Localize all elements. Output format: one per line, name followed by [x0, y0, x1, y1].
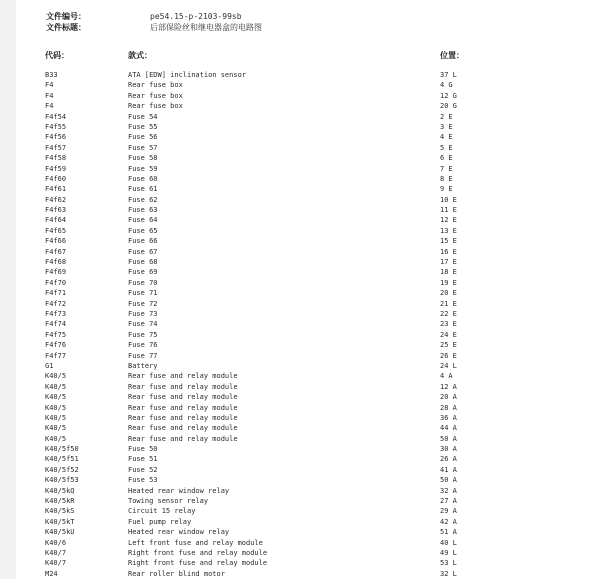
component-code: G1	[45, 361, 54, 370]
component-code: F4f77	[45, 351, 67, 360]
component-location: 20 A	[440, 393, 457, 402]
component-description: Fuel pump relay	[128, 517, 192, 526]
component-description: Fuse 68	[128, 258, 158, 267]
component-description: Fuse 61	[128, 185, 158, 194]
component-code: F4	[45, 81, 54, 90]
table-row	[16, 309, 600, 319]
table-row	[16, 164, 600, 174]
table-row	[16, 257, 600, 267]
column-header-description: 款式：	[128, 51, 152, 60]
component-description: Fuse 60	[128, 174, 158, 183]
table-row	[16, 153, 600, 163]
component-description: Fuse 52	[128, 465, 158, 474]
table-row	[16, 205, 600, 215]
table-row	[16, 330, 600, 340]
component-code: F4	[45, 102, 54, 111]
component-code: F4f58	[45, 154, 67, 163]
component-location: 40 L	[440, 538, 457, 547]
table-row	[16, 569, 600, 579]
component-location: 32 L	[440, 569, 457, 578]
component-description: Fuse 67	[128, 247, 158, 256]
component-description: Fuse 63	[128, 206, 158, 215]
table-row	[16, 122, 600, 132]
doc-title-label: 文件标题：	[46, 23, 86, 32]
component-location: 4 G	[440, 81, 453, 90]
component-code: F4f56	[45, 133, 67, 142]
table-row	[16, 371, 600, 381]
component-code: F4f72	[45, 299, 67, 308]
component-code: F4f67	[45, 247, 67, 256]
component-location: 10 E	[440, 195, 457, 204]
component-description: Fuse 57	[128, 143, 158, 152]
table-row	[16, 91, 600, 101]
component-description: Rear fuse box	[128, 91, 183, 100]
component-location: 28 A	[440, 403, 457, 412]
component-description: Fuse 75	[128, 330, 158, 339]
component-location: 53 L	[440, 559, 457, 568]
component-code: K40/5	[45, 382, 67, 391]
component-description: Rear fuse and relay module	[128, 372, 238, 381]
component-code: F4f55	[45, 122, 67, 131]
component-code: F4f63	[45, 206, 67, 215]
component-location: 41 A	[440, 465, 457, 474]
component-code: F4f59	[45, 164, 67, 173]
component-code: K40/5kT	[45, 517, 75, 526]
component-code: K40/6	[45, 538, 67, 547]
table-row	[16, 496, 600, 506]
component-description: Fuse 76	[128, 341, 158, 350]
component-code: K40/5f52	[45, 465, 79, 474]
document-page	[16, 0, 600, 579]
table-row	[16, 288, 600, 298]
table-row	[16, 517, 600, 527]
component-description: Rear fuse box	[128, 81, 183, 90]
table-row	[16, 454, 600, 464]
component-description: Towing sensor relay	[128, 497, 209, 506]
table-row	[16, 267, 600, 277]
component-description: Fuse 74	[128, 320, 158, 329]
component-code: F4f61	[45, 185, 67, 194]
component-location: 50 A	[440, 476, 457, 485]
component-location: 29 A	[440, 507, 457, 516]
component-description: Right front fuse and relay module	[128, 548, 268, 557]
table-row	[16, 434, 600, 444]
table-row	[16, 465, 600, 475]
component-description: Fuse 73	[128, 309, 158, 318]
component-code: K40/5	[45, 434, 67, 443]
table-row	[16, 351, 600, 361]
table-row	[16, 299, 600, 309]
component-location: 2 E	[440, 112, 453, 121]
component-description: Circuit 15 relay	[128, 507, 196, 516]
component-location: 32 A	[440, 486, 457, 495]
component-code: F4f66	[45, 237, 67, 246]
component-description: ATA [EDW] inclination sensor	[128, 71, 247, 79]
table-row	[16, 112, 600, 122]
component-description: Right front fuse and relay module	[128, 559, 268, 568]
component-code: F4f57	[45, 143, 67, 152]
component-description: Fuse 71	[128, 289, 158, 298]
component-description: Rear fuse and relay module	[128, 434, 238, 443]
component-description: Fuse 62	[128, 195, 158, 204]
table-row	[16, 444, 600, 454]
component-location: 27 A	[440, 497, 457, 506]
component-description: Fuse 53	[128, 476, 158, 485]
column-header-location: 位置：	[440, 51, 464, 60]
table-row	[16, 80, 600, 90]
component-location: 21 E	[440, 299, 457, 308]
table-row	[16, 361, 600, 371]
component-code: F4	[45, 91, 54, 100]
component-location: 26 A	[440, 455, 457, 464]
component-location: 18 E	[440, 268, 457, 277]
component-location: 20 G	[440, 102, 457, 111]
component-location: 7 E	[440, 164, 453, 173]
component-code: K40/5	[45, 424, 67, 433]
component-code: F4f70	[45, 278, 67, 287]
component-location: 4 E	[440, 133, 453, 142]
component-description: Heated rear window relay	[128, 528, 230, 537]
table-row	[16, 548, 600, 558]
component-location: 6 E	[440, 154, 453, 163]
component-location: 9 E	[440, 185, 453, 194]
component-code: K40/5f50	[45, 445, 79, 454]
doc-title-value: 后部保险丝和继电器盒的电路图	[150, 23, 262, 32]
component-code: F4f60	[45, 174, 67, 183]
component-location: 26 E	[440, 351, 457, 360]
component-location: 5 E	[440, 143, 453, 152]
table-row	[16, 195, 600, 205]
component-code: F4f71	[45, 289, 67, 298]
component-code: F4f76	[45, 341, 67, 350]
component-code: F4f69	[45, 268, 67, 277]
component-code: F4f68	[45, 258, 67, 267]
doc-number-value: pe54.15-p-2103-99sb	[150, 12, 242, 21]
component-location: 20 E	[440, 289, 457, 298]
component-location: 3 E	[440, 122, 453, 131]
component-description: Rear fuse and relay module	[128, 403, 238, 412]
component-description: Battery	[128, 361, 158, 370]
component-description: Fuse 69	[128, 268, 158, 277]
component-description: Fuse 65	[128, 226, 158, 235]
component-location: 49 L	[440, 548, 457, 557]
component-description: Fuse 56	[128, 133, 158, 142]
table-row	[16, 278, 600, 288]
table-row	[16, 506, 600, 516]
component-location: 24 L	[440, 361, 457, 370]
component-location: 17 E	[440, 258, 457, 267]
component-location: 42 A	[440, 517, 457, 526]
doc-number-label: 文件编号：	[46, 12, 86, 21]
component-code: K40/5	[45, 413, 67, 422]
table-row	[16, 527, 600, 537]
component-location: 23 E	[440, 320, 457, 329]
table-row	[16, 215, 600, 225]
component-code: F4f64	[45, 216, 67, 225]
table-row	[16, 423, 600, 433]
component-description: Rear fuse and relay module	[128, 393, 238, 402]
component-code: K40/5f53	[45, 476, 79, 485]
component-location: 44 A	[440, 424, 457, 433]
component-table	[16, 70, 600, 579]
component-description: Fuse 54	[128, 112, 158, 121]
component-description: Rear fuse and relay module	[128, 424, 238, 433]
component-location: 24 E	[440, 330, 457, 339]
component-code: F4f73	[45, 309, 67, 318]
table-row	[16, 319, 600, 329]
table-row	[16, 538, 600, 548]
component-location: 11 E	[440, 206, 457, 215]
component-location: 12 E	[440, 216, 457, 225]
component-location: 13 E	[440, 226, 457, 235]
component-code: K40/5f51	[45, 455, 79, 464]
component-location: 36 A	[440, 413, 457, 422]
component-description: Fuse 55	[128, 122, 158, 131]
component-description: Fuse 59	[128, 164, 158, 173]
table-row	[16, 236, 600, 246]
table-row	[16, 403, 600, 413]
component-description: Rear fuse box	[128, 102, 183, 111]
component-description: Rear fuse and relay module	[128, 413, 238, 422]
component-code: F4f75	[45, 330, 67, 339]
component-description: Rear roller blind motor	[128, 569, 225, 578]
component-description: Fuse 50	[128, 445, 158, 454]
table-row	[16, 132, 600, 142]
table-row	[16, 558, 600, 568]
component-location: 16 E	[440, 247, 457, 256]
component-location: 30 A	[440, 445, 457, 454]
component-location: 8 E	[440, 174, 453, 183]
component-description: Fuse 66	[128, 237, 158, 246]
component-code: K40/5	[45, 403, 67, 412]
component-location: 51 A	[440, 528, 457, 537]
component-description: Rear fuse and relay module	[128, 382, 238, 391]
component-code: F4f62	[45, 195, 67, 204]
table-row	[16, 174, 600, 184]
component-location: 19 E	[440, 278, 457, 287]
component-description: Fuse 77	[128, 351, 158, 360]
column-header-code: 代码：	[45, 51, 69, 60]
component-code: K40/5kS	[45, 507, 75, 516]
component-description: Fuse 58	[128, 154, 158, 163]
component-code: K40/7	[45, 559, 67, 568]
component-code: B33	[45, 71, 58, 79]
component-code: K40/7	[45, 548, 67, 557]
component-description: Fuse 51	[128, 455, 158, 464]
table-row	[16, 413, 600, 423]
component-description: Heated rear window relay	[128, 486, 230, 495]
component-code: K40/5kR	[45, 497, 75, 506]
table-row	[16, 475, 600, 485]
component-location: 4 A	[440, 372, 453, 381]
component-code: M24	[45, 569, 58, 578]
component-location: 50 A	[440, 434, 457, 443]
table-row	[16, 226, 600, 236]
component-code: K40/5	[45, 372, 67, 381]
component-code: K40/5kU	[45, 528, 75, 537]
component-code: K40/5	[45, 393, 67, 402]
component-code: F4f74	[45, 320, 67, 329]
table-row	[16, 184, 600, 194]
table-row	[16, 340, 600, 350]
component-location: 22 E	[440, 309, 457, 318]
table-row	[16, 392, 600, 402]
component-description: Left front fuse and relay module	[128, 538, 263, 547]
table-row	[16, 101, 600, 111]
table-row	[16, 143, 600, 153]
component-code: F4f65	[45, 226, 67, 235]
component-location: 37 L	[440, 71, 457, 79]
component-location: 25 E	[440, 341, 457, 350]
component-location: 12 G	[440, 91, 457, 100]
component-description: Fuse 64	[128, 216, 158, 225]
table-row	[16, 382, 600, 392]
component-location: 12 A	[440, 382, 457, 391]
table-row	[16, 486, 600, 496]
component-code: K40/5kQ	[45, 486, 75, 495]
component-description: Fuse 70	[128, 278, 158, 287]
component-code: F4f54	[45, 112, 67, 121]
component-description: Fuse 72	[128, 299, 158, 308]
table-row	[16, 70, 600, 80]
table-row	[16, 247, 600, 257]
component-location: 15 E	[440, 237, 457, 246]
